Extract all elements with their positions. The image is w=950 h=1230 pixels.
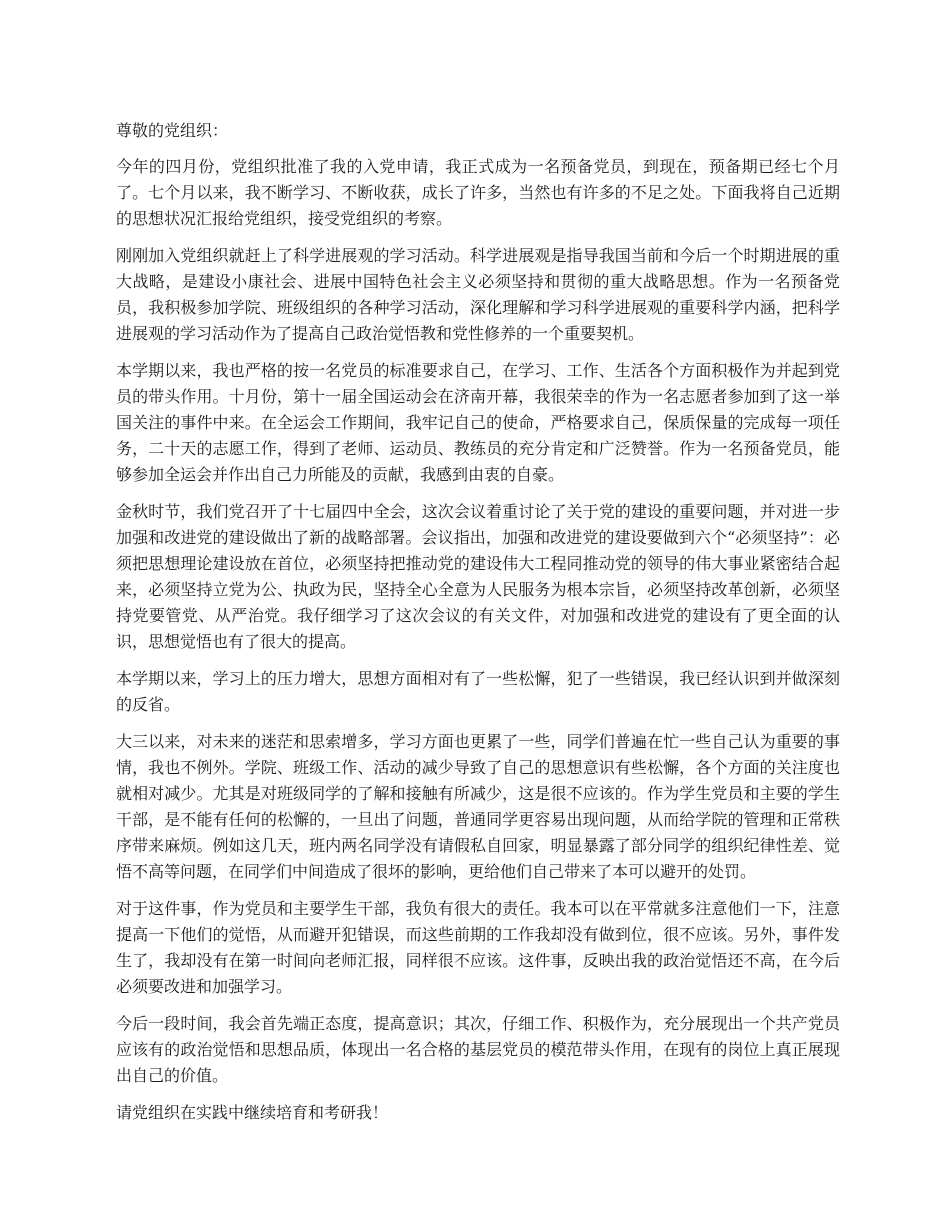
paragraph: 刚刚加入党组织就赶上了科学进展观的学习活动。科学进展观是指导我国当前和今后一个时期进展的重大战略，是建设小康社会、进展中国特色社会主义必须坚持和贯彻的重大战略思想。作为一名预备党员，我积极参加学院、班级组织的各种学习活动，深化理解和学习科学进展观的重要科学内涵，把科学进展观的学习活动作为了提高自己政治觉悟教和党性修养的一个重要契机。 — [116, 246, 840, 343]
salutation: 尊敬的党组织： — [116, 121, 229, 140]
paragraph: 对于这件事，作为党员和主要学生干部，我负有很大的责任。我本可以在平常就多注意他们一下，注意提高一下他们的觉悟，从而避开犯错误，而这些前期的工作我却没有做到位，很不应该。另外，事件发生了，我却没有在第一时间向老师汇报，同样很不应该。这件事，反映出我的政治觉悟还不高，在今后必须要改进和加强学习。 — [116, 899, 840, 996]
closing-line: 请党组织在实践中继续培育和考研我！ — [116, 1103, 389, 1122]
paragraph: 本学期以来，学习上的压力增大，思想方面相对有了一些松懈，犯了一些错误，我已经认识到并做深刻的反省。 — [116, 669, 840, 714]
paragraph: 今后一段时间，我会首先端正态度，提高意识；其次，仔细工作、积极作为，充分展现出一个共产党员应该有的政治觉悟和思想品质，体现出一名合格的基层党员的模范带头作用，在现有的岗位上真正展现出自己的价值。 — [116, 1014, 840, 1085]
paragraph: 大三以来，对未来的迷茫和思索增多，学习方面也更累了一些，同学们普遍在忙一些自己认为重要的事情，我也不例外。学院、班级工作、活动的减少导致了自己的思想意识有些松懈，各个方面的关注度也就相对减少。尤其是对班级同学的了解和接触有所减少，这是很不应该的。作为学生党员和主要的学生干部，是不能有任何的松懈的，一旦出了问题，普通同学更容易出现问题，从而给学院的管理和正常秩序带来麻烦。例如这几天，班内两名同学没有请假私自回家，明显暴露了部分同学的组织纪律性差、觉悟不高等问题，在同学们中间造成了很坏的影响，更给他们自己带来了本可以避开的处罚。 — [116, 732, 840, 881]
paragraph: 今年的四月份，党组织批准了我的入党申请，我正式成为一名预备党员，到现在，预备期已经七个月了。七个月以来，我不断学习、不断收获，成长了许多，当然也有许多的不足之处。下面我将自己近期的思想状况汇报给党组织，接受党组织的考察。 — [116, 157, 840, 228]
document-page — [116, 118, 840, 1126]
paragraph: 本学期以来，我也严格的按一名党员的标准要求自己，在学习、工作、生活各个方面积极作为并起到党员的带头作用。十月份，第十一届全国运动会在济南开幕，我很荣幸的作为一名志愿者参加到了这一举国关注的事件中来。在全运会工作期间，我牢记自己的使命，严格要求自己，保质保量的完成每一项任务，二十天的志愿工作，得到了老师、运动员、教练员的充分肯定和广泛赞誉。作为一名预备党员，能够参加全运会并作出自己力所能及的贡献，我感到由衷的自豪。 — [116, 361, 840, 484]
paragraph: 金秋时节，我们党召开了十七届四中全会，这次会议着重讨论了关于党的建设的重要问题，并对进一步加强和改进党的建设做出了新的战略部署。会议指出，加强和改进党的建设要做到六个“必须坚持”：必须把思想理论建设放在首位，必须坚持把推动党的建设伟大工程同推动党的领导的伟大事业紧密结合起来，必须坚持立党为公、执政为民，坚持全心全意为人民服务为根本宗旨，必须坚持改革创新，必须坚持党要管党、从严治党。我仔细学习了这次会议的有关文件，对加强和改进党的建设有了更全面的认识，思想觉悟也有了很大的提高。 — [116, 502, 840, 651]
